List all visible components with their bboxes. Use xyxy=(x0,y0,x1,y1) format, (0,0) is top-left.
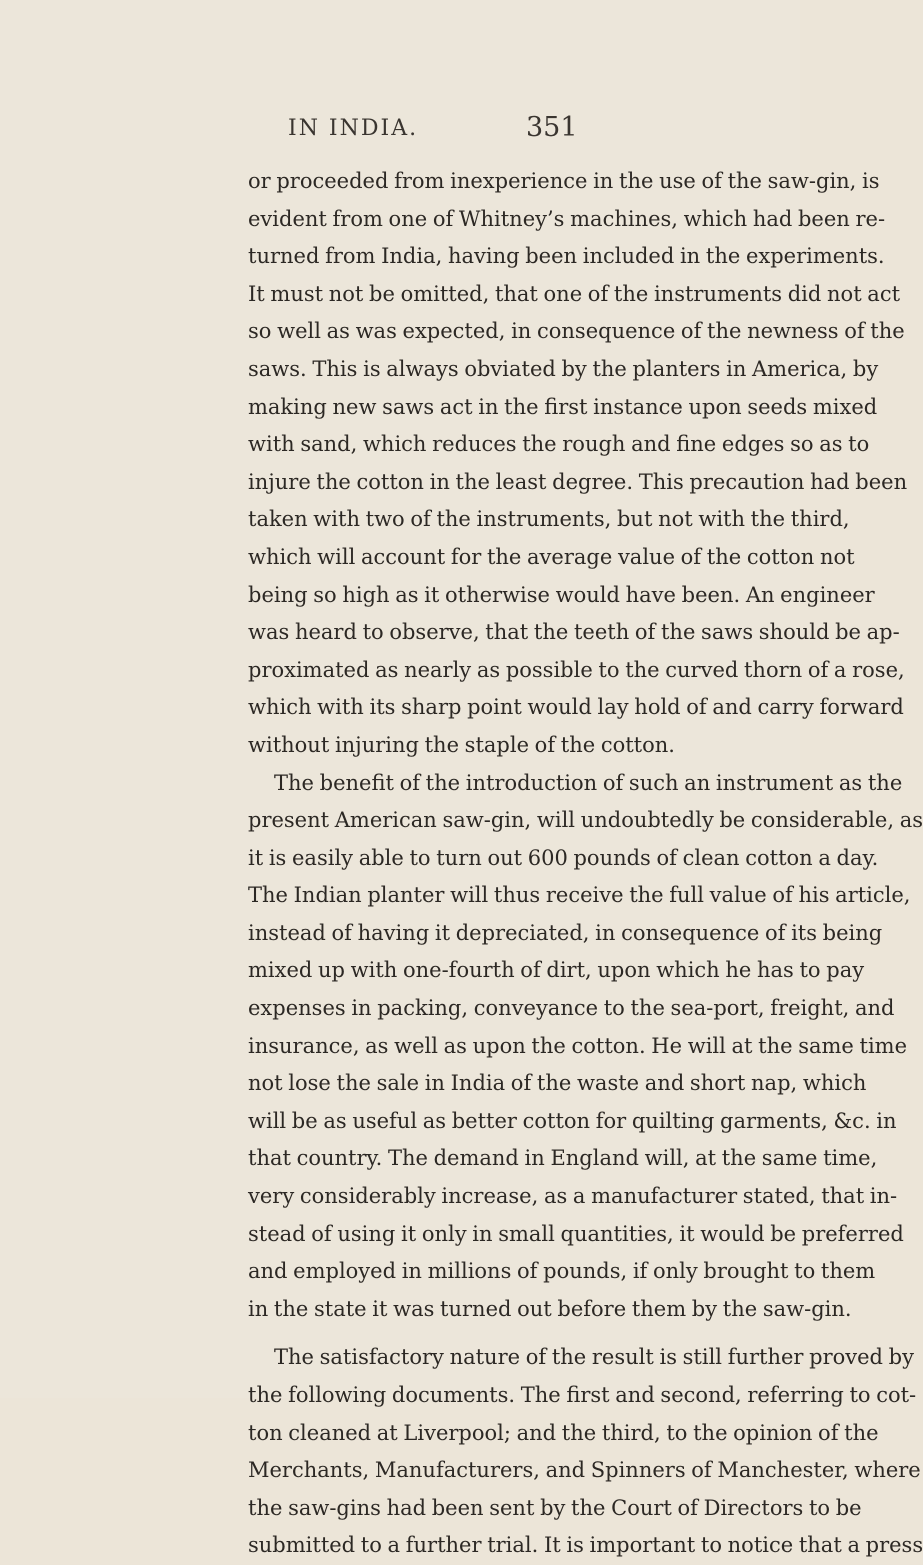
text-line: mixed up with one-fourth of dirt, upon which he has to pay xyxy=(248,958,865,983)
page-number: 351 xyxy=(526,112,578,143)
text-line: stead of using it only in small quantities, it would be preferred xyxy=(248,1221,904,1246)
text-line: submitted to a further trial. It is important to notice that a press xyxy=(248,1533,923,1558)
text-line: the saw-gins had been sent by the Court of Directors to be xyxy=(248,1495,862,1520)
text-line: saws. This is always obviated by the planters in America, by xyxy=(248,356,879,381)
text-line: which with its sharp point would lay hold of and carry forward xyxy=(248,695,904,720)
text-line: was heard to observe, that the teeth of the saws should be ap- xyxy=(248,620,900,645)
paragraph-3 xyxy=(248,1339,923,1565)
text-line: Merchants, Manufacturers, and Spinners of Manchester, where xyxy=(248,1458,921,1483)
text-line: proximated as nearly as possible to the curved thorn of a rose, xyxy=(248,657,905,682)
text-line: injure the cotton in the least degree. This precaution had been xyxy=(248,469,908,494)
paragraph-spacer xyxy=(248,1328,766,1339)
text-line: will be as useful as better cotton for quilting garments, &c. in xyxy=(248,1108,897,1133)
paragraph-1 xyxy=(248,163,908,765)
text-line: turned from India, having been included in the experiments. xyxy=(248,244,885,269)
text-line: evident from one of Whitney’s machines, which had been re- xyxy=(248,206,886,231)
text-line: insurance, as well as upon the cotton. He will at the same time xyxy=(248,1033,908,1058)
paragraph-2 xyxy=(248,765,923,1329)
text-line: so well as was expected, in consequence of the newness of the xyxy=(248,319,905,344)
text-line: the following documents. The first and second, referring to cot- xyxy=(248,1383,917,1407)
text-line: without injuring the staple of the cotton. xyxy=(248,732,675,757)
text-line: ton cleaned at Liverpool; and the third, to the opinion of the xyxy=(248,1420,879,1445)
text-line: in the state it was turned out before them by the saw-gin. xyxy=(248,1296,852,1321)
text-line: taken with two of the instruments, but not with the third, xyxy=(248,507,850,532)
text-line: instead of having it depreciated, in consequence of its being xyxy=(248,920,883,945)
text-line: or proceeded from inexperience in the use of the saw-gin, is xyxy=(248,169,880,193)
text-line: making new saws act in the first instance upon seeds mixed xyxy=(248,394,878,419)
text-line: which will account for the average value of the cotton not xyxy=(248,544,855,569)
text-line: it is easily able to turn out 600 pounds of clean cotton a day. xyxy=(248,845,879,870)
text-line: not lose the sale in India of the waste and short nap, which xyxy=(248,1071,867,1096)
text-line: with sand, which reduces the rough and fine edges so as to xyxy=(248,432,870,457)
text-line: and employed in millions of pounds, if only brought to them xyxy=(248,1259,876,1284)
text-line: The satisfactory nature of the result is still further proved by xyxy=(274,1345,914,1370)
page-header xyxy=(0,110,800,150)
text-line: It must not be omitted, that one of the instruments did not act xyxy=(248,281,901,306)
text-line: being so high as it otherwise would have been. An engineer xyxy=(248,582,875,607)
running-head: IN INDIA. xyxy=(288,116,419,141)
text-line: that country. The demand in England will, at the same time, xyxy=(248,1146,878,1171)
text-line: The benefit of the introduction of such an instrument as the xyxy=(274,770,903,795)
text-line: present American saw-gin, will undoubtedly be considerable, as xyxy=(248,808,923,833)
text-line: very considerably increase, as a manufacturer stated, that in- xyxy=(248,1184,898,1209)
text-line: The Indian planter will thus receive the full value of his article, xyxy=(248,883,911,908)
body-text xyxy=(248,163,923,1565)
text-line: expenses in packing, conveyance to the sea-port, freight, and xyxy=(248,996,895,1021)
